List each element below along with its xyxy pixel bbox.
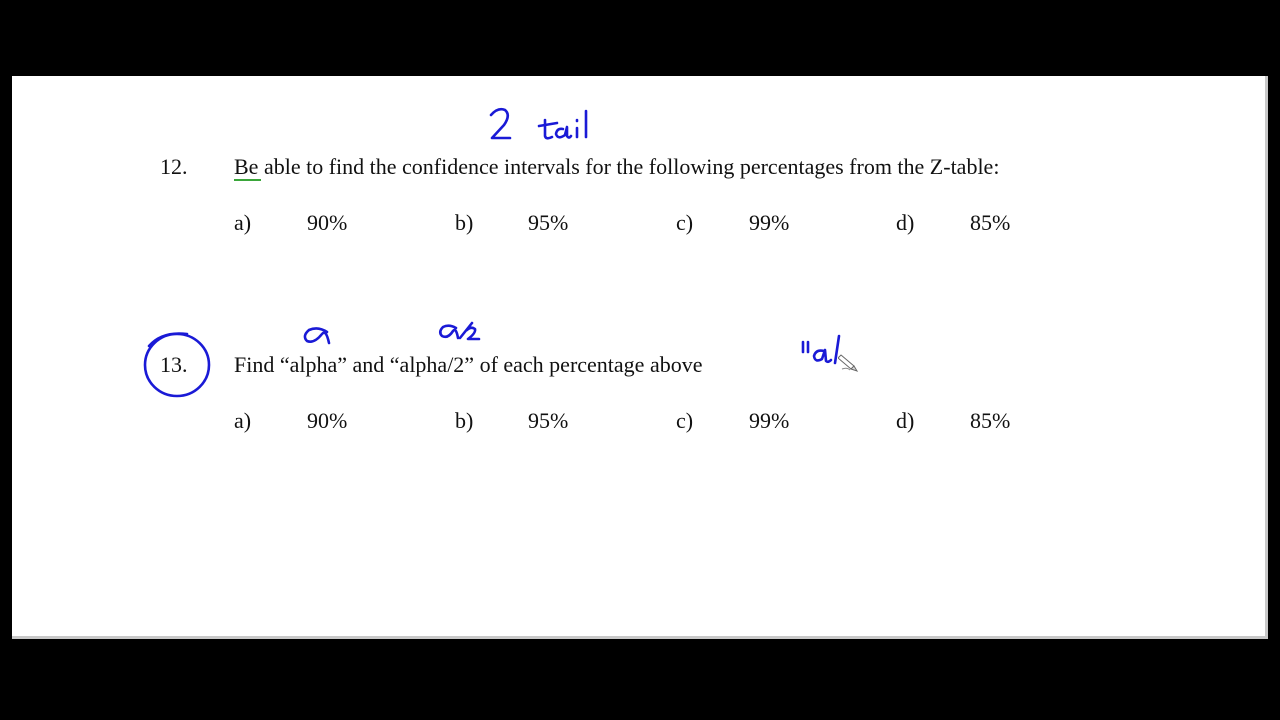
q12-option-a-label: a) (234, 210, 252, 235)
q13-option-b-label: b) (455, 408, 474, 433)
q13-number: 13. (160, 352, 188, 377)
q12-text: Be able to find the confidence intervals for the following percentages from the Z-table: (234, 154, 1000, 179)
document-page (12, 76, 1268, 639)
q13-option-c-label: c) (676, 408, 694, 433)
q13-option-a-value: 90% (307, 408, 348, 433)
grammar-squiggle (234, 179, 261, 181)
q13-option-b-value: 95% (528, 408, 569, 433)
q12-option-c-label: c) (676, 210, 694, 235)
alpha-half-annotation (440, 323, 479, 339)
partial-note (803, 336, 839, 363)
q13-option-c-value: 99% (749, 408, 790, 433)
q12-option-d-value: 85% (970, 210, 1011, 235)
q13-text: Find “alpha” and “alpha/2” of each percentage above (234, 352, 703, 377)
q12-option-b-value: 95% (528, 210, 569, 235)
q12-number: 12. (160, 154, 188, 179)
alpha-annotation (305, 328, 329, 343)
q12-option-a-value: 90% (307, 210, 348, 235)
two-tail-note (491, 109, 586, 138)
q13-option-d-label: d) (896, 408, 915, 433)
circle-overlap-stroke (149, 334, 187, 347)
q13-option-d-value: 85% (970, 408, 1011, 433)
q12-option-b-label: b) (455, 210, 474, 235)
q12-option-d-label: d) (896, 210, 915, 235)
pen-cursor-icon (838, 352, 862, 374)
q13-option-a-label: a) (234, 408, 252, 433)
q12-option-c-value: 99% (749, 210, 790, 235)
